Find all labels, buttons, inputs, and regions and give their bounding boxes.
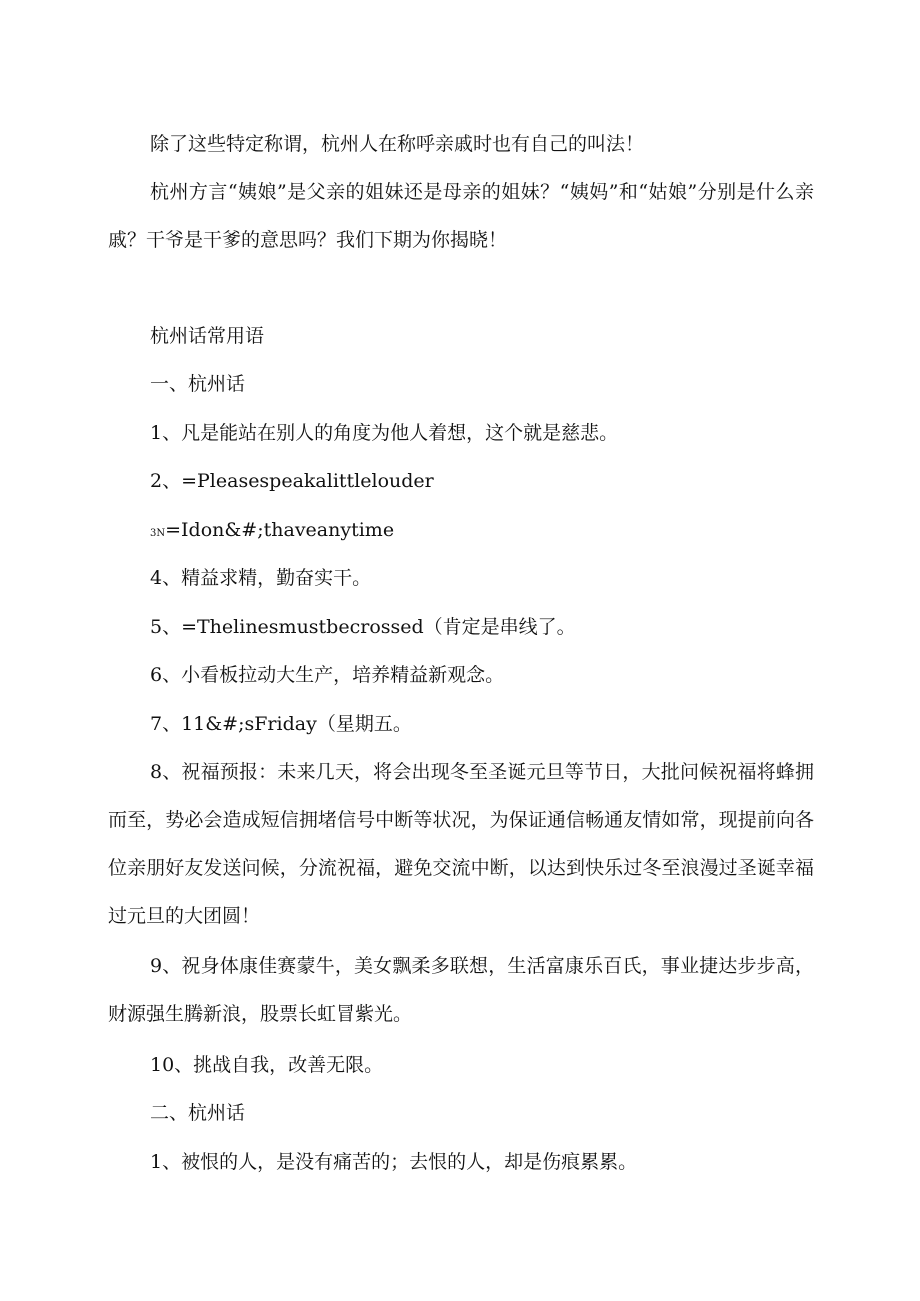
list-item: 9、祝身体康佳赛蒙牛，美女飘柔多联想，生活富康乐百氏，事业捷达步步高，财源强生腾新浪，股票长虹冒紫光。 [108, 955, 814, 1025]
intro-paragraph-2: 杭州方言“姨娘”是父亲的姐妹还是母亲的姐妹？“姨妈”和“姑娘”分别是什么亲戚？干爷是干爹的意思吗？我们下期为你揭晓！ [108, 181, 814, 251]
list-item: 2、=Pleasespeakalittlelouder [150, 470, 434, 492]
list-item: 10、挑战自我，改善无限。 [150, 1054, 384, 1076]
section-1-heading: 一、杭州话 [150, 373, 246, 395]
list-item: 7、11&#;sFriday（星期五。 [150, 713, 412, 735]
intro-paragraph-1: 除了这些特定称谓，杭州人在称呼亲戚时也有自己的叫法！ [150, 133, 645, 155]
list-item: 8、祝福预报：未来几天，将会出现冬至圣诞元旦等节日，大批问候祝福将蜂拥而至，势必会造成短信拥堵信号中断等状况，为保证通信畅通友情如常，现提前向各位亲朋好友发送问候，分流祝福，避免交流中断，以达到快乐过冬至浪漫过圣诞幸福过元旦的大团圆！ [108, 761, 814, 927]
item-3-text: =Idon&#;thaveanytime [165, 519, 395, 541]
section-2-heading: 二、杭州话 [150, 1102, 246, 1124]
section-title: 杭州话常用语 [150, 325, 265, 347]
list-item: 1、被恨的人，是没有痛苦的；去恨的人，却是伤痕累累。 [150, 1151, 638, 1173]
list-item [108, 506, 814, 558]
item-3-number: 3N [150, 528, 166, 539]
list-item: 1、凡是能站在别人的角度为他人着想，这个就是慈悲。 [150, 422, 619, 444]
list-item: 5、=Thelinesmustbecrossed（肯定是串线了。 [150, 616, 576, 638]
list-item: 6、小看板拉动大生产，培养精益新观念。 [150, 664, 505, 686]
list-item: 4、精益求精，勤奋实干。 [150, 567, 372, 589]
